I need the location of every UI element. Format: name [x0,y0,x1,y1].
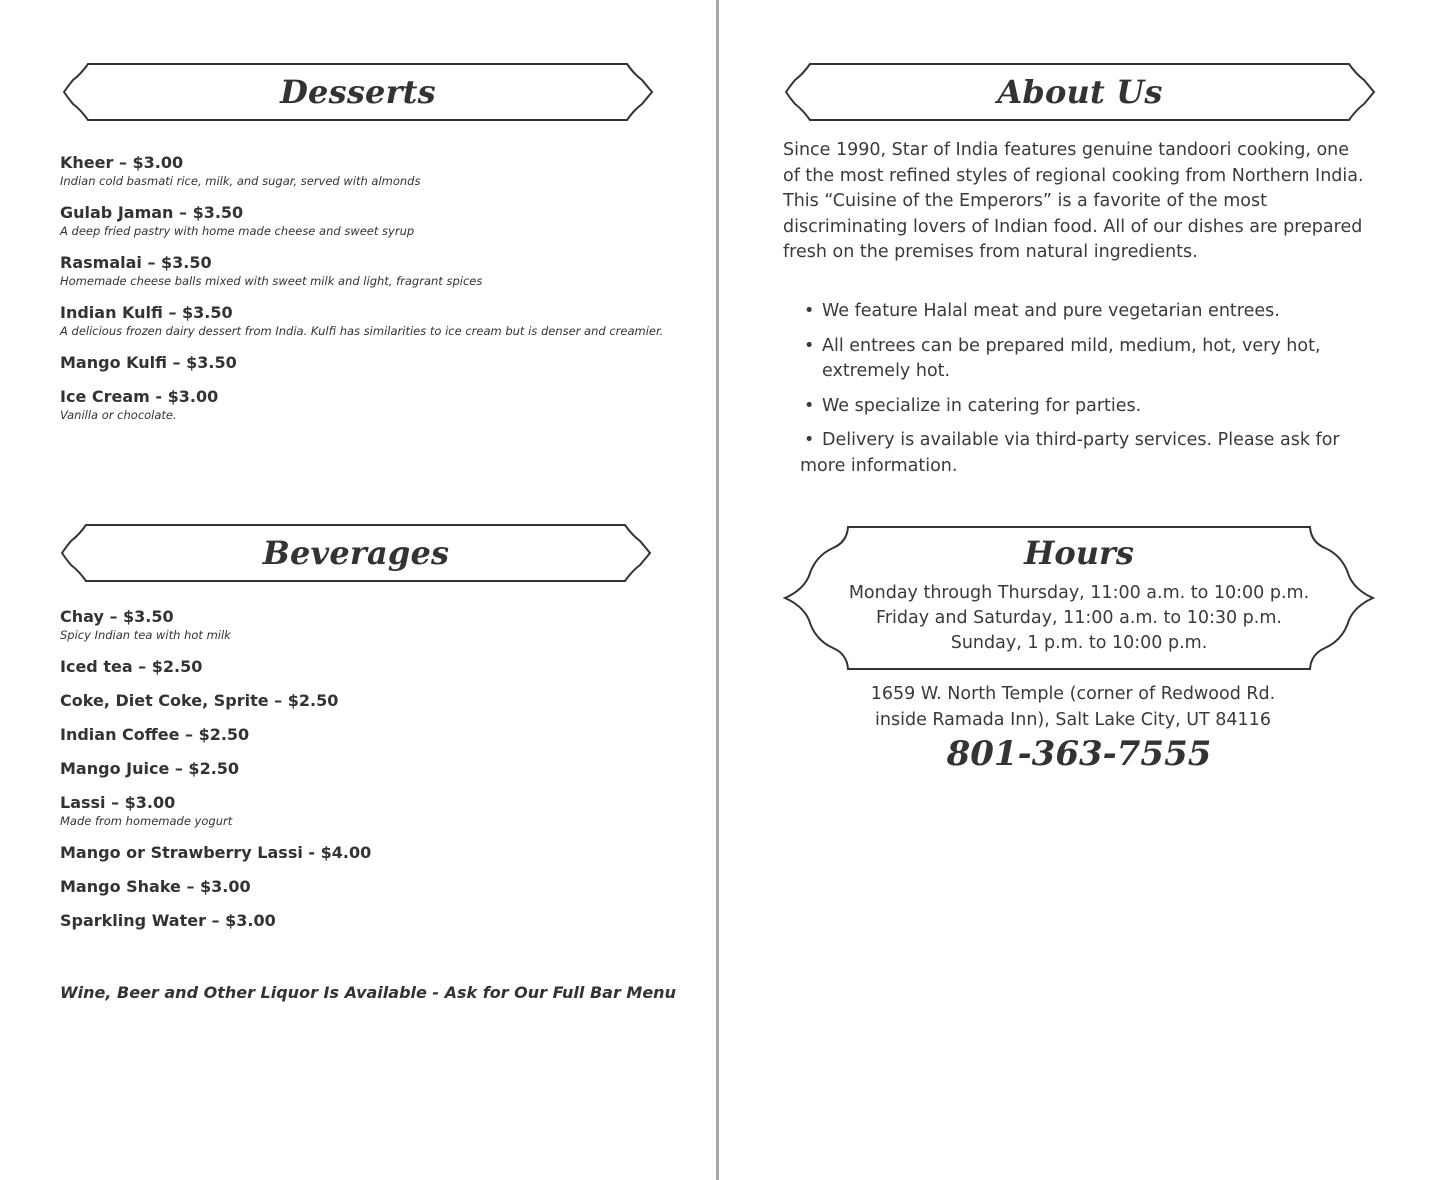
item-name: Chay – $3.50 [60,607,174,626]
beverages-list [60,606,700,944]
about-header [784,62,1376,122]
list-item: • Delivery is available via third-party services. Please ask for more information. [800,428,1355,479]
list-item [60,876,700,897]
item-name: Mango Juice – $2.50 [60,759,240,778]
item-description: Made from homemade yogurt [60,814,233,828]
item-description: A delicious frozen dairy dessert from India. Kulfi has similarities to ice cream but is denser and creamier. [60,324,664,338]
item-name: Mango Kulfi – $3.50 [60,353,237,372]
desserts-list [60,152,700,436]
hours-line: Friday and Saturday, 11:00 a.m. to 10:30 p.m. [876,608,1282,628]
item-name: Iced tea – $2.50 [60,657,203,676]
list-item [60,606,700,643]
list-item [60,724,700,745]
desserts-header [62,62,654,122]
address-line: 1659 W. North Temple (corner of Redwood Rd. [870,684,1276,704]
desserts-title: Desserts [280,73,436,111]
item-name: Sparkling Water – $3.00 [60,911,276,930]
list-item [60,386,700,423]
item-description: Spicy Indian tea with hot milk [60,628,231,642]
item-description: Vanilla or chocolate. [60,408,177,422]
item-name: Rasmalai – $3.50 [60,253,212,272]
about-paragraph: Since 1990, Star of India features genuine tandoori cooking, one of the most refined styles of regional cooking from Northern India. This “Cuisine of the Emperors” is a favorite of the most discriminating lovers of Indian food. All of our dishes are prepared fresh on the premises from natural ingredients. [783,140,1364,262]
hours-panel [783,524,1375,672]
list-item: • We specialize in catering for parties. [800,394,1355,420]
phone-number: 801-363-7555 [946,734,1212,774]
hours-line: Sunday, 1 p.m. to 10:00 p.m. [950,633,1208,653]
item-name: Kheer – $3.00 [60,153,184,172]
item-description: A deep fried pastry with home made cheese and sweet syrup [60,224,415,238]
address [783,681,1363,733]
item-name: Ice Cream - $3.00 [60,387,219,406]
list-item [60,758,700,779]
item-name: Gulab Jaman – $3.50 [60,203,244,222]
list-item [60,252,700,289]
item-description: Homemade cheese balls mixed with sweet milk and light, fragrant spices [60,274,483,288]
list-item [60,202,700,239]
item-name: Mango or Strawberry Lassi - $4.00 [60,843,372,862]
list-item [60,302,700,339]
list-item [60,842,700,863]
list-item [60,352,700,373]
beverages-title: Beverages [262,534,450,572]
hours-lines [783,581,1375,656]
page-divider [716,0,719,1180]
item-name: Mango Shake – $3.00 [60,877,251,896]
list-item [60,152,700,189]
features-list [800,299,1355,488]
hours-title: Hours [1024,534,1134,572]
item-name: Indian Coffee – $2.50 [60,725,250,744]
beverages-header [60,523,652,583]
item-name: Lassi – $3.00 [60,793,176,812]
item-name: Coke, Diet Coke, Sprite – $2.50 [60,691,339,710]
hours-line: Monday through Thursday, 11:00 a.m. to 10:00 p.m. [848,583,1310,603]
list-item [60,910,700,931]
about-title: About Us [997,73,1163,111]
item-name: Indian Kulfi – $3.50 [60,303,233,322]
item-description: Indian cold basmati rice, milk, and sugar, served with almonds [60,174,421,188]
list-item [60,656,700,677]
list-item: • All entrees can be prepared mild, medium, hot, very hot, extremely hot. [800,334,1355,385]
list-item: • We feature Halal meat and pure vegetarian entrees. [800,299,1355,325]
list-item [60,792,700,829]
list-item [60,690,700,711]
bar-menu-note: Wine, Beer and Other Liquor Is Available - Ask for Our Full Bar Menu [60,983,676,1002]
address-line: inside Ramada Inn), Salt Lake City, UT 84116 [875,710,1271,730]
